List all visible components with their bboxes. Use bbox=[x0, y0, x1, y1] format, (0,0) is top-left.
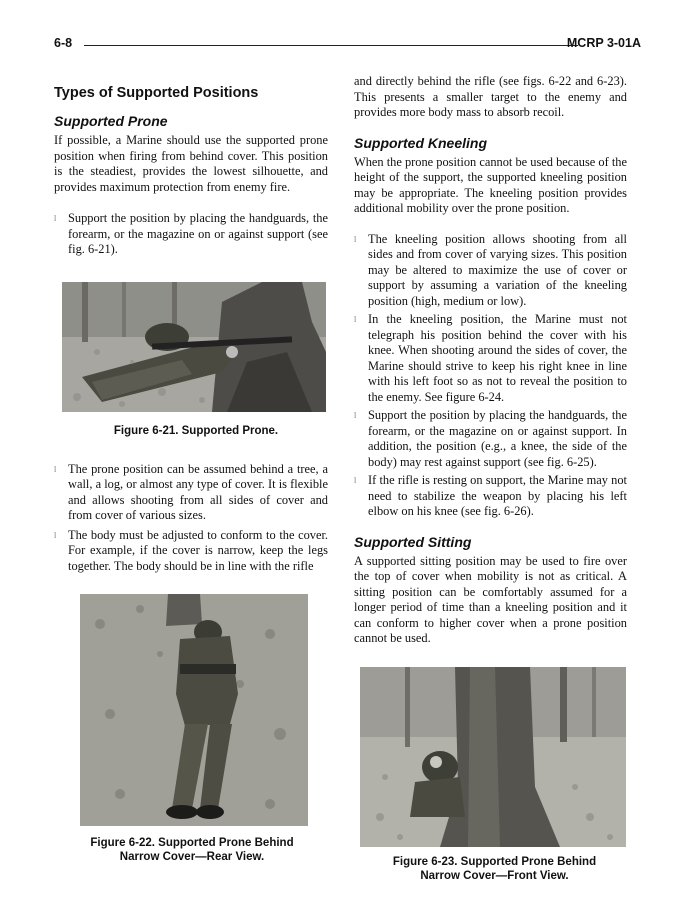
kneeling-bullet-list bbox=[354, 232, 627, 520]
header-rule bbox=[84, 45, 578, 46]
bullet-marker: l bbox=[54, 214, 57, 223]
bullet-marker: l bbox=[354, 315, 357, 324]
list-item: l If the rifle is resting on support, the Marine may not need to stabilize the weapon by placing his left elbow on his knee (see fig. 6-26). bbox=[354, 473, 627, 518]
list-item: l In the kneeling position, the Marine must not telegraph his position behind the cover with his knee. When shooting around the sides of cover, the Marine should strive to keep his right knee in line with his left foot so as not to reveal the position to the enemy. See figure 6-24. bbox=[354, 312, 627, 404]
sitting-paragraph: A supported sitting position may be used to fire over the top of cover when mobility is not as critical. A sitting position can be comfortably assumed for a longer period of time than a kneeling position and it can conform to higher cover when a prone position cannot be used. bbox=[354, 553, 627, 645]
list-item: l The prone position can be assumed behind a tree, a wall, a log, or almost any type of cover. It is flexible and allows shooting from all sides of cover and from cover of various sizes. bbox=[54, 461, 328, 522]
list-item: l The body must be adjusted to conform to the cover. For example, if the cover is narrow, keep the legs together. The body should be in line with the rifle bbox=[54, 527, 328, 573]
right-column bbox=[354, 74, 627, 883]
left-column bbox=[54, 78, 328, 864]
document-id: MCRP 3-01A bbox=[566, 36, 641, 50]
list-item: l Support the position by placing the handguards, the forearm, or the magazine on or against support. In addition, the position (e.g., a knee, the side of the body) may rest against support (see fig. 6-25). bbox=[354, 408, 627, 469]
figure-6-23-photo bbox=[360, 667, 626, 847]
continuation-paragraph: and directly behind the rifle (see figs. 6-22 and 6-23). This presents a smaller target to the enemy and provides more body mass to absorb recoil. bbox=[354, 74, 627, 119]
figure-6-22-photo bbox=[80, 594, 308, 826]
kneeling-intro-paragraph: When the prone position cannot be used because of the height of the support, the supported kneeling position may be appropriate. The kneeling position provides additional mobility over the prone position. bbox=[354, 154, 627, 215]
figure-6-22-caption: Figure 6-22. Supported Prone Behind Narrow Cover—Rear View. bbox=[90, 837, 294, 863]
list-item: l The kneeling position allows shooting from all sides and from cover of varying sizes. This position may be altered to maximize the use of cover or support by assuming a variation of the kneeling position (high, medium or low). bbox=[354, 231, 627, 308]
bullet-marker: l bbox=[354, 476, 357, 485]
prone-intro-paragraph: If possible, a Marine should use the supported prone position when firing from behind cover. This position is the steadiest, provides the lowest silhouette, and provides maximum protection from enemy fire. bbox=[54, 133, 328, 194]
figure-6-21-caption: Figure 6-21. Supported Prone. bbox=[113, 424, 279, 437]
page-number: 6-8 bbox=[54, 36, 73, 50]
bullet-marker: l bbox=[54, 530, 57, 540]
section-title: Types of Supported Positions bbox=[54, 85, 259, 101]
figure-6-23-caption: Figure 6-23. Supported Prone Behind Narrow Cover—Front View. bbox=[392, 855, 597, 882]
figure-6-21-photo bbox=[62, 282, 326, 412]
bullet-marker: l bbox=[354, 234, 357, 244]
supported-kneeling-heading: Supported Kneeling bbox=[354, 134, 487, 151]
prone-bullet-list-2 bbox=[54, 462, 328, 575]
prone-bullet-list bbox=[54, 211, 328, 258]
list-item: l Support the position by placing the handguards, the forearm, or the magazine on or against support (see fig. 6-21). bbox=[54, 211, 328, 256]
bullet-marker: l bbox=[354, 411, 357, 420]
supported-sitting-heading: Supported Sitting bbox=[354, 533, 472, 550]
bullet-marker: l bbox=[54, 464, 57, 474]
supported-prone-heading: Supported Prone bbox=[54, 113, 168, 129]
